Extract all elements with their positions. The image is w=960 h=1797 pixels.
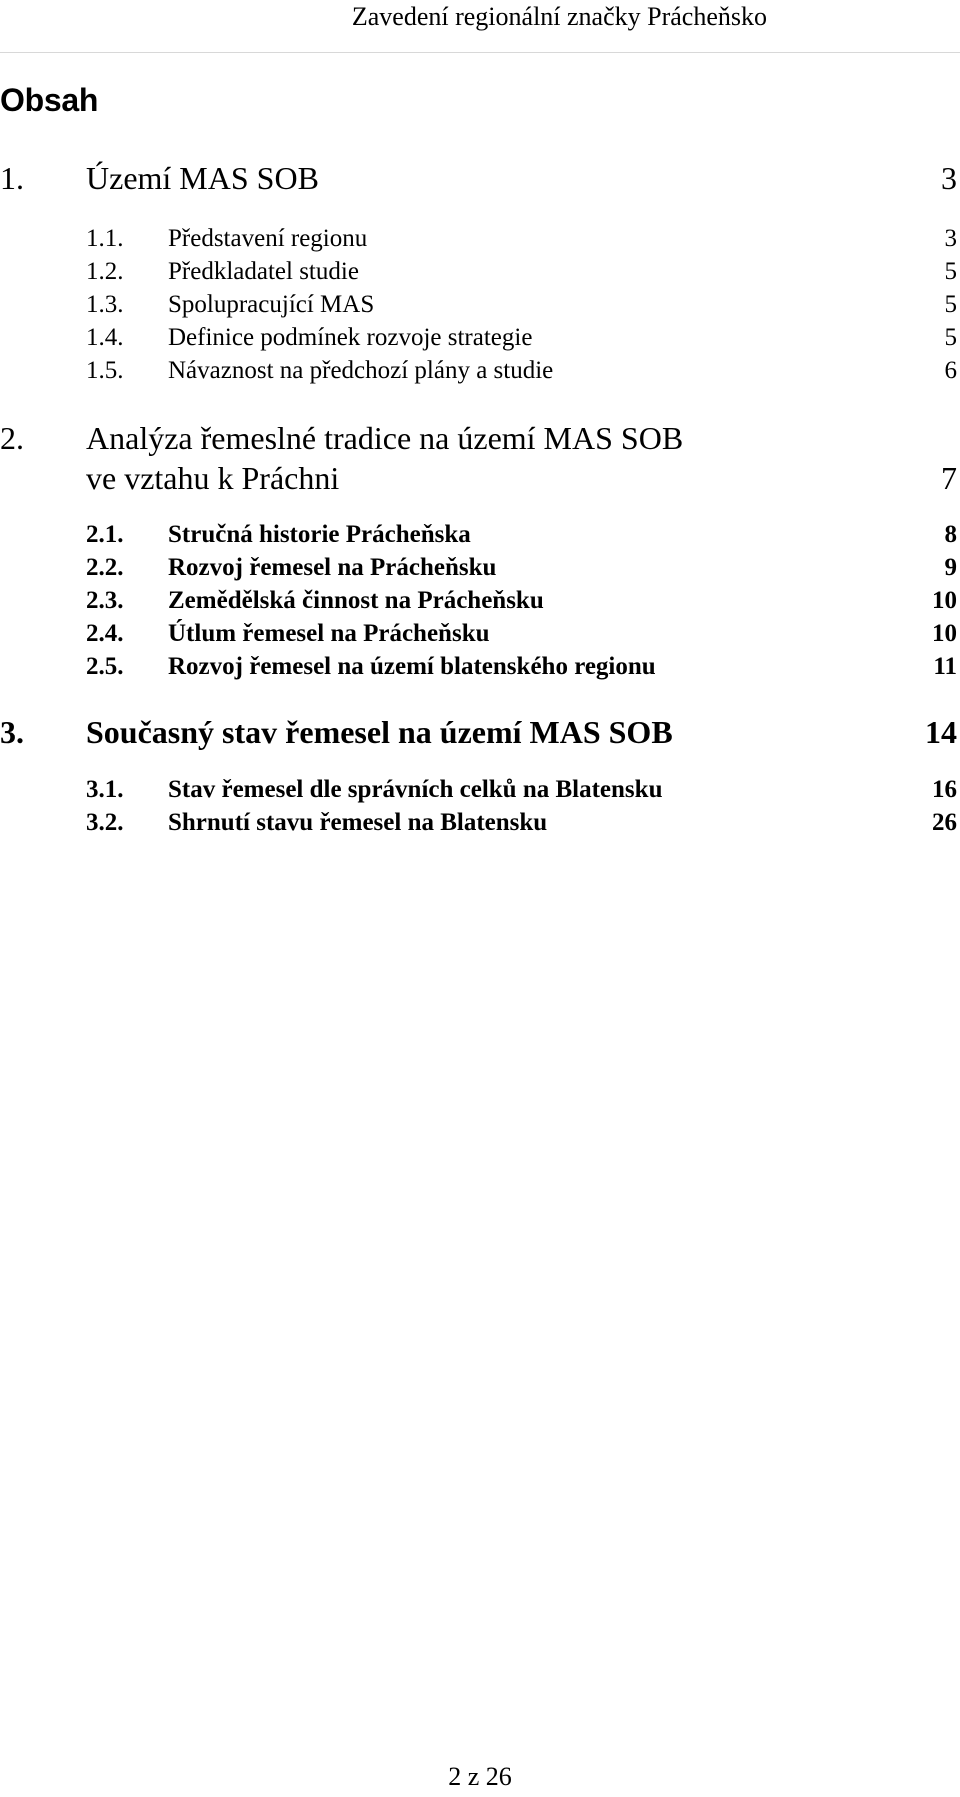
toc-page: 26 <box>932 809 957 836</box>
toc-title: Útlum řemesel na Prácheňsku <box>168 620 490 647</box>
toc-page: 8 <box>944 521 957 548</box>
toc-page: 14 <box>925 714 957 750</box>
toc-number: 1.3. <box>86 291 124 318</box>
toc-title: Analýza řemeslné tradice na území MAS SOB <box>86 420 684 456</box>
toc-page: 3 <box>944 225 957 252</box>
toc-page: 6 <box>944 357 957 384</box>
page-number: 2 z 26 <box>448 1762 512 1791</box>
toc-number: 3.2. <box>86 809 124 836</box>
toc-number: 3.1. <box>86 776 124 803</box>
toc-page: 11 <box>933 653 957 680</box>
toc-title: Představení regionu <box>168 225 368 252</box>
toc-number: 3. <box>0 714 24 750</box>
toc-title: Shrnutí stavu řemesel na Blatensku <box>168 809 548 836</box>
document-title: Zavedení regionální značky Prácheňsko <box>351 2 767 31</box>
toc-title: Spolupracující MAS <box>168 291 375 318</box>
toc-title: Stručná historie Prácheňska <box>168 521 471 548</box>
toc-title-continued: ve vztahu k Práchni <box>86 460 340 496</box>
toc-title: Návaznost na předchozí plány a studie <box>168 357 554 384</box>
toc-number: 1.2. <box>86 258 124 285</box>
toc-number: 1.1. <box>86 225 124 252</box>
toc-page: 7 <box>941 460 957 496</box>
toc-number: 1.5. <box>86 357 124 384</box>
toc-number: 2.1. <box>86 521 124 548</box>
toc-title: Území MAS SOB <box>86 160 319 196</box>
toc-page: 5 <box>944 324 957 351</box>
toc-page: 16 <box>932 776 957 803</box>
toc-title: Předkladatel studie <box>168 258 359 285</box>
toc-title: Zemědělská činnost na Prácheňsku <box>168 587 544 614</box>
toc-number: 2.2. <box>86 554 124 581</box>
toc-number: 1.4. <box>86 324 124 351</box>
toc-page: 10 <box>932 620 957 647</box>
toc-title: Stav řemesel dle správních celků na Blatensku <box>168 776 663 803</box>
toc-page: 3 <box>941 160 957 196</box>
toc-page: 5 <box>944 291 957 318</box>
toc-number: 2.3. <box>86 587 124 614</box>
toc-title: Současný stav řemesel na území MAS SOB <box>86 714 673 750</box>
toc-page: 5 <box>944 258 957 285</box>
toc-title: Definice podmínek rozvoje strategie <box>168 324 533 351</box>
toc-heading: Obsah <box>0 82 99 118</box>
toc-title: Rozvoj řemesel na Prácheňsku <box>168 554 497 581</box>
toc-number: 2.5. <box>86 653 124 680</box>
toc-page: 9 <box>944 554 957 581</box>
toc-title: Rozvoj řemesel na území blatenského regionu <box>168 653 656 680</box>
toc-number: 1. <box>0 160 24 196</box>
toc-number: 2. <box>0 420 24 456</box>
toc-page: 10 <box>932 587 957 614</box>
toc-number: 2.4. <box>86 620 124 647</box>
